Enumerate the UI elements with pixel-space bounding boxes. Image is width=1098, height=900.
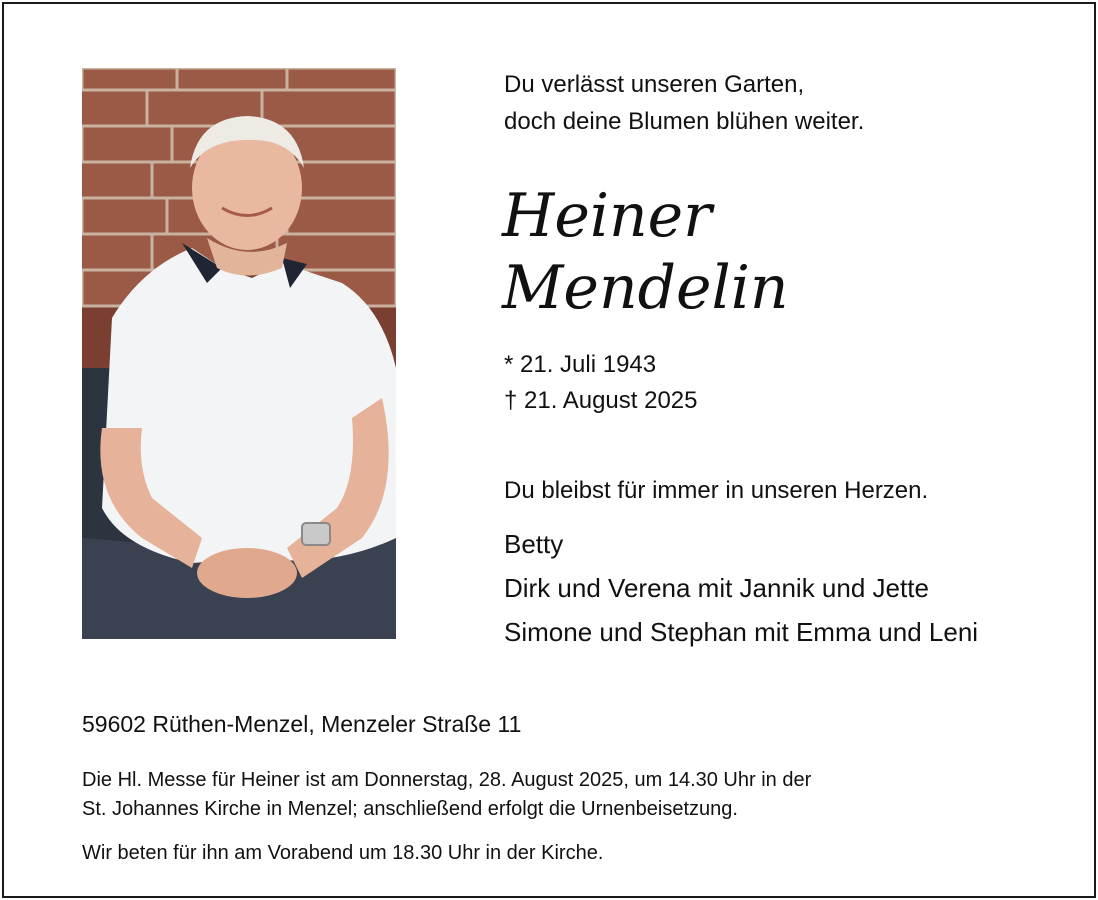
service-line-2: St. Johannes Kirche in Menzel; anschließend erfolgt die Urnenbeisetzung. (82, 798, 738, 820)
motto-line-2: doch deine Blumen blühen weiter. (504, 108, 865, 135)
mourner-name: Simone und Stephan mit Emma und Leni (504, 617, 979, 647)
address: 59602 Rüthen-Menzel, Menzeler Straße 11 (82, 711, 522, 737)
life-dates (504, 347, 698, 419)
mourners-list (504, 522, 978, 654)
first-name: Heiner (502, 181, 712, 251)
obituary-notice (2, 2, 1096, 898)
closing-line: Du bleibst für immer in unseren Herzen. (504, 477, 929, 504)
motto-line-1: Du verlässt unseren Garten, (504, 71, 805, 98)
service-info (82, 766, 811, 824)
death-date: † 21. August 2025 (504, 387, 698, 414)
deceased-name (502, 180, 789, 324)
mourner-name: Betty (504, 529, 564, 559)
prayer-info: Wir beten für ihn am Vorabend um 18.30 Uhr in der Kirche. (82, 842, 604, 864)
motto-verse (504, 66, 864, 140)
birth-date: * 21. Juli 1943 (504, 351, 657, 378)
last-name: Mendelin (502, 253, 789, 323)
service-line-1: Die Hl. Messe für Heiner ist am Donnerstag, 28. August 2025, um 14.30 Uhr in der (82, 769, 812, 791)
portrait-photo (82, 68, 396, 639)
mourner-name: Dirk und Verena mit Jannik und Jette (504, 573, 929, 603)
